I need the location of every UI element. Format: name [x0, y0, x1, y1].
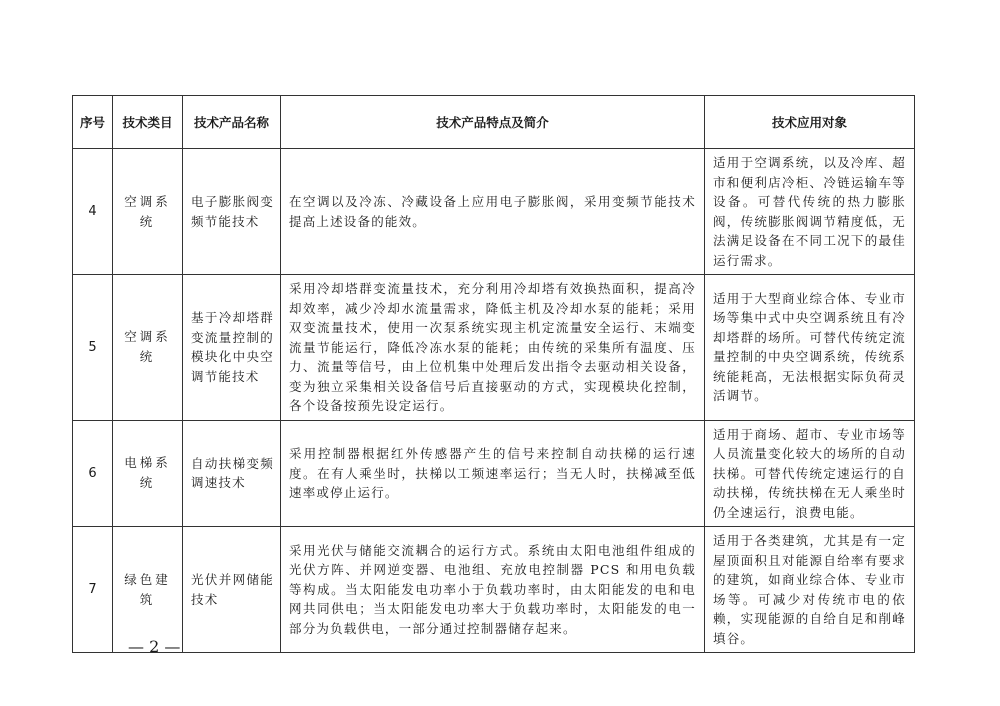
header-application: 技术应用对象	[705, 96, 915, 149]
table-row	[73, 527, 915, 653]
header-number: 序号	[73, 96, 113, 149]
table-row	[73, 275, 915, 421]
row-application: 适用于各类建筑，尤其是有一定屋顶面积且对能源自给率有要求的建筑，如商业综合体、专业市场等。可减少对传统市电的依赖，实现能源的自给自足和削峰填谷。	[705, 527, 915, 653]
row-product-name: 基于冷却塔群变流量控制的模块化中央空调节能技术	[183, 275, 281, 421]
row-product-name: 自动扶梯变频调速技术	[183, 420, 281, 527]
row-product-name: 光伏并网储能技术	[183, 527, 281, 653]
row-category: 电梯系统	[113, 420, 183, 527]
row-category: 空调系统	[113, 275, 183, 421]
row-number: 7	[73, 527, 113, 653]
row-category: 绿色建筑	[113, 527, 183, 653]
row-description: 采用控制器根据红外传感器产生的信号来控制自动扶梯的运行速度。在有人乘坐时，扶梯以工频速率运行；当无人时，扶梯减至低速率或停止运行。	[281, 420, 705, 527]
table-header-row	[73, 96, 915, 149]
row-number: 5	[73, 275, 113, 421]
row-application: 适用于商场、超市、专业市场等人员流量变化较大的场所的自动扶梯。可替代传统定速运行的自动扶梯，传统扶梯在无人乘坐时仍全速运行，浪费电能。	[705, 420, 915, 527]
row-number: 4	[73, 149, 113, 275]
row-product-name: 电子膨胀阀变频节能技术	[183, 149, 281, 275]
row-description: 在空调以及冷冻、冷藏设备上应用电子膨胀阀，采用变频节能技术提高上述设备的能效。	[281, 149, 705, 275]
table-row	[73, 149, 915, 275]
header-features: 技术产品特点及简介	[281, 96, 705, 149]
row-number: 6	[73, 420, 113, 527]
row-application: 适用于大型商业综合体、专业市场等集中式中央空调系统且有冷却塔群的场所。可替代传统定流量控制的中央空调系统，传统系统能耗高，无法根据实际负荷灵活调节。	[705, 275, 915, 421]
row-application: 适用于空调系统，以及冷库、超市和便利店冷柜、冷链运输车等设备。可替代传统的热力膨胀阀，传统膨胀阀调节精度低，无法满足设备在不同工况下的最佳运行需求。	[705, 149, 915, 275]
page-number: — 2 —	[128, 637, 181, 656]
row-category: 空调系统	[113, 149, 183, 275]
technology-table	[72, 95, 915, 653]
row-description: 采用光伏与储能交流耦合的运行方式。系统由太阳电池组件组成的光伏方阵、并网逆变器、电池组、充放电控制器 PCS 和用电负载等构成。当太阳能发电功率小于负载功率时，由太阳能发的电和电网共同供电；当太阳能发电功率大于负载功率时，太阳能发的电一部分为负载供电，一部分通过控制器储存起来。	[281, 527, 705, 653]
row-description: 采用冷却塔群变流量技术，充分利用冷却塔有效换热面积，提高冷却效率，减少冷却水流量需求，降低主机及冷却水泵的能耗；采用双变流量技术，使用一次泵系统实现主机定流量安全运行、末端变流量节能运行，降低冷冻水泵的能耗；由传统的采集所有温度、压力、流量等信号，由上位机集中处理后发出指令去驱动相关设备，变为独立采集相关设备信号后直接驱动的方式，实现模块化控制，各个设备按预先设定运行。	[281, 275, 705, 421]
header-product-name: 技术产品名称	[183, 96, 281, 149]
header-category: 技术类目	[113, 96, 183, 149]
table-row	[73, 420, 915, 527]
